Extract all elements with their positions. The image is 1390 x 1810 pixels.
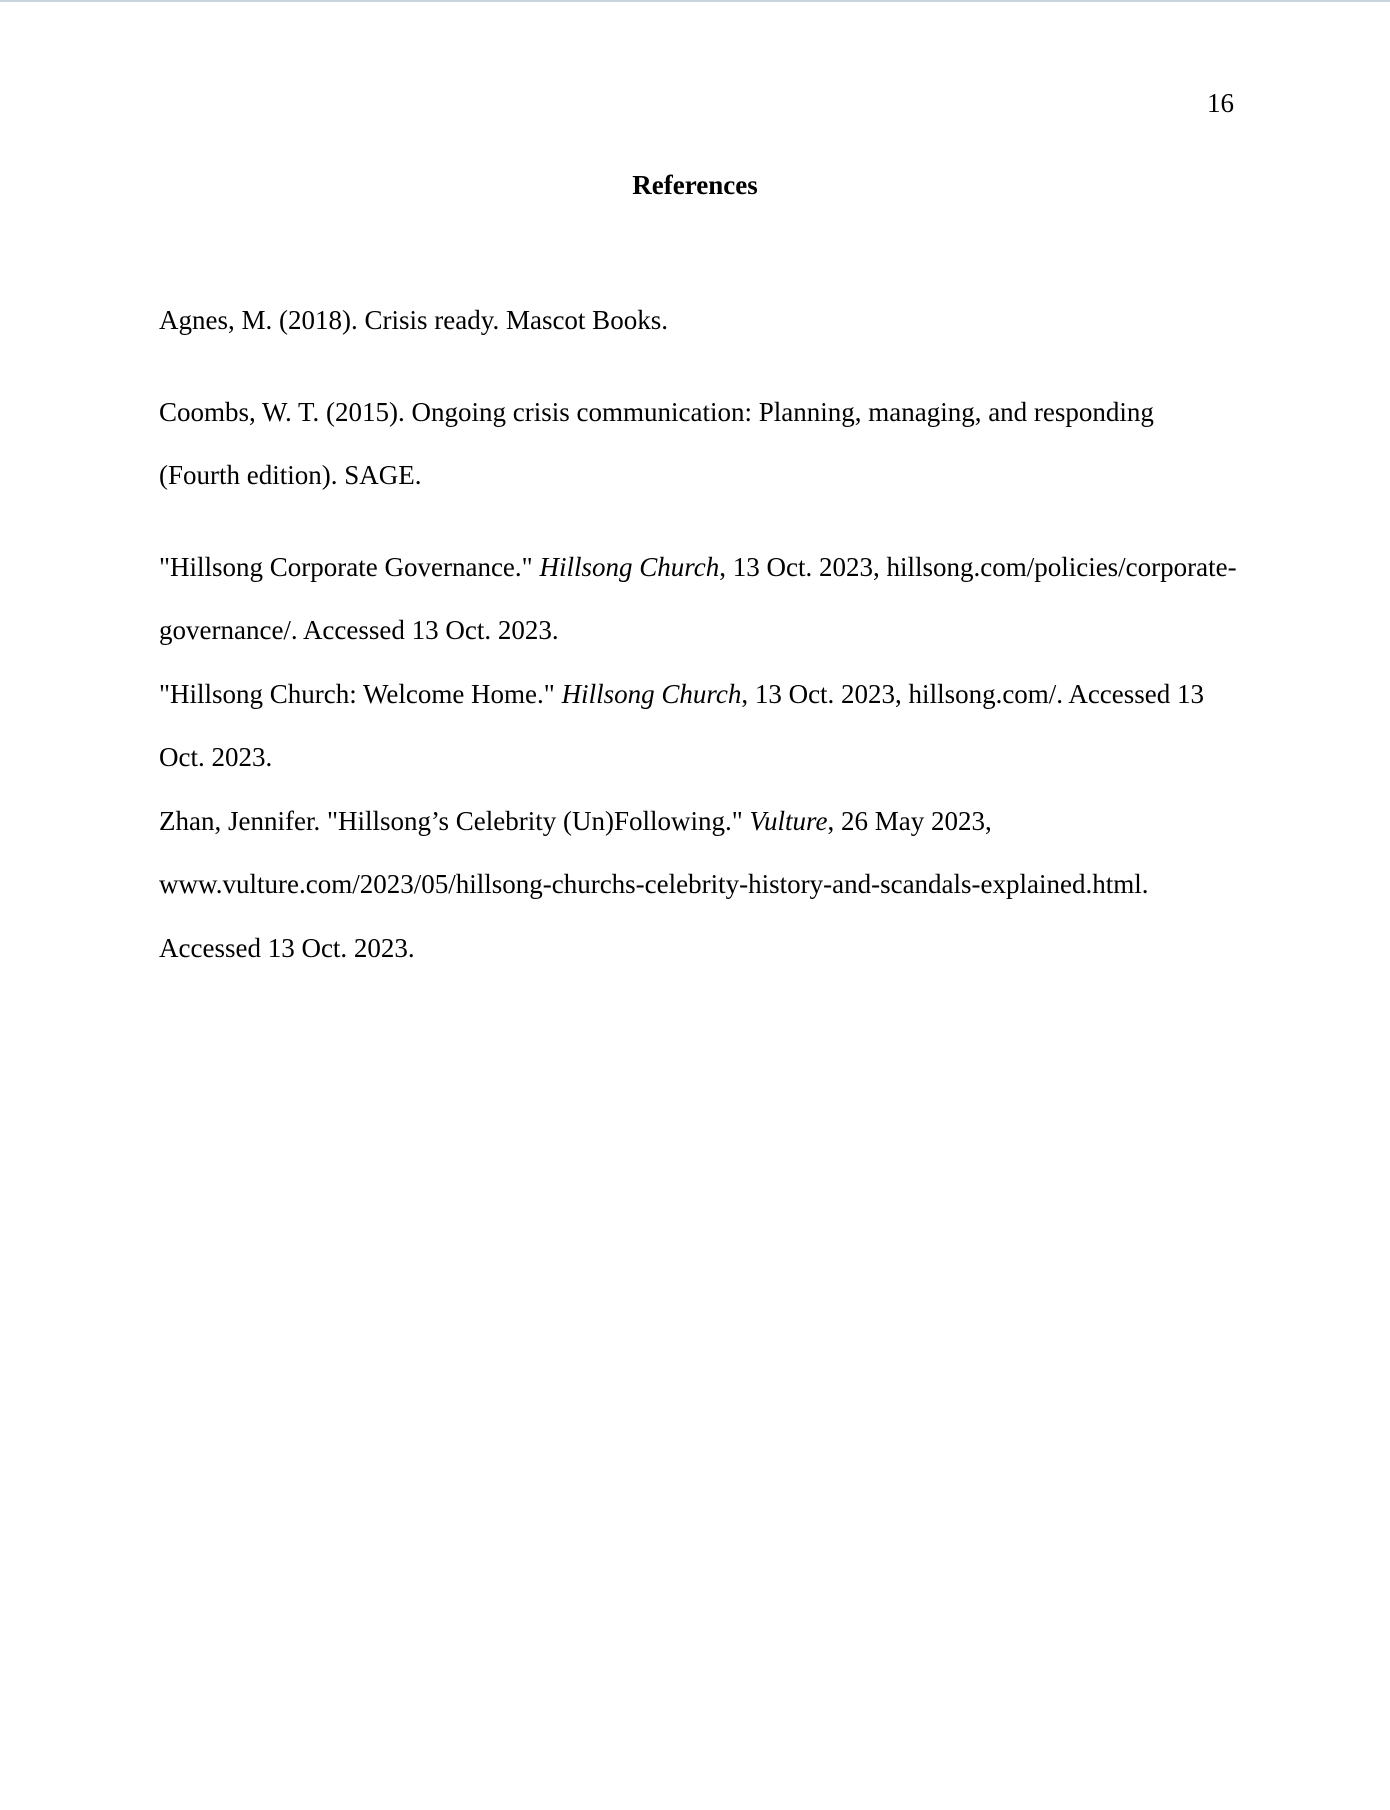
references-heading: References xyxy=(632,170,758,200)
reference-entry-coombs xyxy=(159,381,1239,508)
reference-source-title: Hillsong Church xyxy=(561,678,742,709)
reference-source-title: Vulture xyxy=(749,805,828,836)
page-number: 16 xyxy=(1207,88,1234,118)
reference-list xyxy=(159,289,1239,980)
reference-details: , 26 May 2023, www.vulture.com/2023/05/hillsong-churchs-celebrity-history-and-scandals-explained.html. Accessed 13 Oct. 2023. xyxy=(159,805,1149,963)
reference-text: Zhan, Jennifer. "Hillsong’s Celebrity (Un)Following." xyxy=(159,805,750,836)
reference-source-title: Hillsong Church xyxy=(539,551,720,582)
reference-entry-hillsong-governance xyxy=(159,536,1239,663)
page-top-border xyxy=(0,0,1390,2)
reference-details: , 13 Oct. 2023, hillsong.com/. Accessed 13 Oct. 2023. xyxy=(159,678,1205,772)
reference-text: Coombs, W. T. (2015). Ongoing crisis communication: Planning, managing, and responding (Fourth edition). SAGE. xyxy=(159,396,1154,490)
reference-text: "Hillsong Corporate Governance." xyxy=(159,551,540,582)
reference-entry-agnes xyxy=(159,289,1239,353)
reference-details: , 13 Oct. 2023, hillsong.com/policies/corporate-governance/. Accessed 13 Oct. 2023. xyxy=(159,551,1237,645)
reference-text: "Hillsong Church: Welcome Home." xyxy=(159,678,562,709)
reference-entry-zhan xyxy=(159,790,1239,981)
reference-entry-hillsong-welcome xyxy=(159,663,1239,790)
reference-text: Agnes, M. (2018). Crisis ready. Mascot Books. xyxy=(159,305,668,335)
